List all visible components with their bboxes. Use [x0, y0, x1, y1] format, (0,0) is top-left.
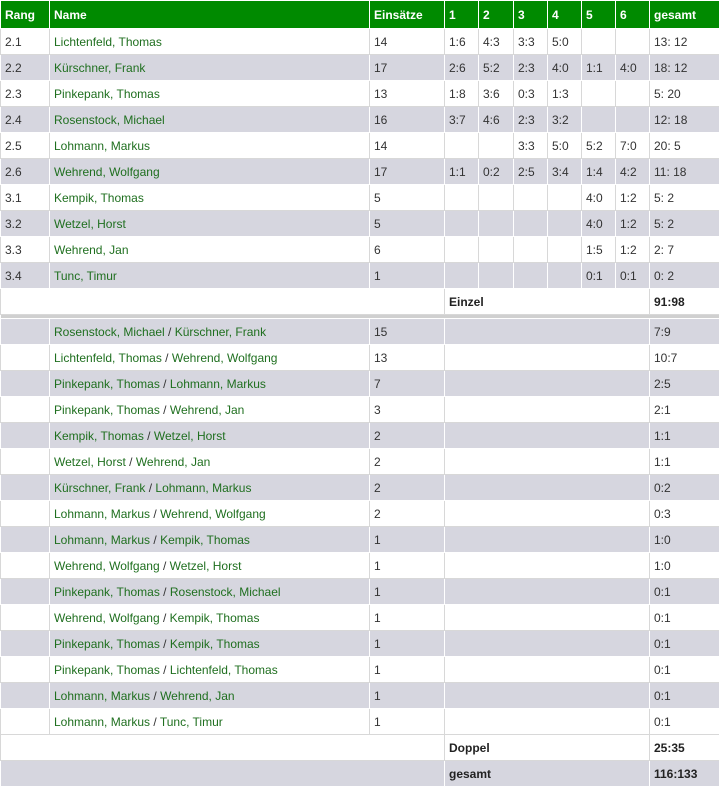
gesamt-cell: 0:1 [650, 631, 719, 657]
einsaetze-cell: 3 [370, 397, 445, 423]
doppel-row [1, 475, 719, 501]
player-name-link[interactable]: Wetzel, Horst [50, 211, 370, 237]
doppel-pair-cell [50, 553, 370, 579]
doppel-row [1, 397, 719, 423]
game-score-span [445, 527, 650, 553]
einsaetze-cell: 1 [370, 657, 445, 683]
einsaetze-cell: 1 [370, 631, 445, 657]
game-score-cell: 0:1 [616, 263, 650, 289]
game-score-cell: 1:6 [445, 29, 479, 55]
player-name-link[interactable]: Tunc, Timur [159, 714, 223, 729]
col-header-name: Name [50, 1, 370, 29]
table-header-row [1, 1, 719, 29]
summary-spacer [1, 289, 445, 315]
einsaetze-cell: 17 [370, 55, 445, 81]
game-score-span [445, 423, 650, 449]
player-name-link[interactable]: Lichtenfeld, Thomas [54, 350, 162, 365]
player-name-link[interactable]: Lichtenfeld, Thomas [169, 662, 278, 677]
einsaetze-cell: 1 [370, 527, 445, 553]
gesamt-cell: 12: 18 [650, 107, 719, 133]
player-name-link[interactable]: Wehrend, Wolfgang [54, 610, 160, 625]
einsaetze-cell: 14 [370, 29, 445, 55]
doppel-row [1, 319, 719, 345]
einsaetze-cell: 2 [370, 449, 445, 475]
doppel-pair-cell [50, 449, 370, 475]
rang-cell [1, 475, 50, 501]
einsaetze-cell: 16 [370, 107, 445, 133]
rang-cell [1, 501, 50, 527]
doppel-row [1, 709, 719, 735]
einzel-row [1, 237, 719, 263]
doppel-pair-cell [50, 631, 370, 657]
game-score-cell: 3:2 [548, 107, 582, 133]
game-score-cell: 1:2 [616, 185, 650, 211]
total-summary-value: 116:133 [650, 761, 719, 787]
pair-separator: / [161, 350, 172, 365]
game-score-cell: 3:6 [479, 81, 514, 107]
pair-separator: / [150, 532, 161, 547]
einzel-row [1, 159, 719, 185]
player-name-link[interactable]: Kempik, Thomas [169, 636, 260, 651]
game-score-cell [548, 185, 582, 211]
game-score-cell [445, 211, 479, 237]
game-score-cell [514, 185, 548, 211]
doppel-pair-cell [50, 501, 370, 527]
einzel-summary-row [1, 289, 719, 315]
player-name-link[interactable]: Lohmann, Markus [155, 480, 252, 495]
game-score-cell: 5:0 [548, 29, 582, 55]
gesamt-cell: 10:7 [650, 345, 719, 371]
game-score-span [445, 631, 650, 657]
game-score-cell: 1:3 [548, 81, 582, 107]
game-score-cell: 1:1 [445, 159, 479, 185]
doppel-pair-cell [50, 345, 370, 371]
pair-separator: / [164, 324, 175, 339]
game-score-cell [479, 263, 514, 289]
game-score-cell: 3:3 [514, 29, 548, 55]
einzel-row [1, 133, 719, 159]
doppel-pair-cell [50, 475, 370, 501]
einsaetze-cell: 17 [370, 159, 445, 185]
doppel-row [1, 605, 719, 631]
pair-separator: / [159, 376, 170, 391]
player-name-link[interactable]: Kürschner, Frank [50, 55, 370, 81]
game-score-cell: 1:1 [582, 55, 616, 81]
rang-cell [1, 423, 50, 449]
doppel-row [1, 631, 719, 657]
doppel-pair-cell [50, 709, 370, 735]
gesamt-cell: 2:5 [650, 371, 719, 397]
einzel-row [1, 81, 719, 107]
col-header-rang: Rang [1, 1, 50, 29]
gesamt-cell: 0:1 [650, 579, 719, 605]
einzel-row [1, 55, 719, 81]
player-name-link[interactable]: Rosenstock, Michael [54, 324, 165, 339]
game-score-cell [514, 211, 548, 237]
player-name-link[interactable]: Tunc, Timur [50, 263, 370, 289]
einsaetze-cell: 6 [370, 237, 445, 263]
game-score-cell [616, 29, 650, 55]
gesamt-cell: 1:1 [650, 423, 719, 449]
doppel-pair-cell [50, 319, 370, 345]
einsaetze-cell: 13 [370, 81, 445, 107]
einsaetze-cell: 1 [370, 553, 445, 579]
game-score-cell: 0:3 [514, 81, 548, 107]
game-score-cell: 4:0 [582, 185, 616, 211]
doppel-row [1, 657, 719, 683]
rang-cell: 3.4 [1, 263, 50, 289]
rang-cell [1, 709, 50, 735]
game-score-cell [616, 81, 650, 107]
col-header-gesamt: gesamt [650, 1, 719, 29]
rang-cell: 2.2 [1, 55, 50, 81]
game-score-cell: 3:4 [548, 159, 582, 185]
game-score-cell: 1:5 [582, 237, 616, 263]
rang-cell [1, 631, 50, 657]
player-name-link[interactable]: Pinkepank, Thomas [50, 81, 370, 107]
einzel-summary-section [1, 289, 719, 319]
game-score-span [445, 657, 650, 683]
gesamt-cell: 5: 2 [650, 211, 719, 237]
game-score-span [445, 605, 650, 631]
doppel-row [1, 449, 719, 475]
rang-cell [1, 605, 50, 631]
einzel-row [1, 263, 719, 289]
gesamt-cell: 0:1 [650, 709, 719, 735]
game-score-cell: 5:2 [582, 133, 616, 159]
einsaetze-cell: 2 [370, 501, 445, 527]
doppel-row [1, 501, 719, 527]
game-score-cell: 4:3 [479, 29, 514, 55]
player-name-link[interactable]: Wehrend, Wolfgang [171, 350, 278, 365]
game-score-span [445, 475, 650, 501]
game-score-cell: 1:8 [445, 81, 479, 107]
player-name-link[interactable]: Kempik, Thomas [169, 610, 260, 625]
pair-separator: / [150, 714, 160, 729]
game-score-cell: 7:0 [616, 133, 650, 159]
gesamt-cell: 2: 7 [650, 237, 719, 263]
game-score-cell [582, 29, 616, 55]
pair-separator: / [159, 610, 170, 625]
gesamt-cell: 1:0 [650, 553, 719, 579]
summary-spacer [1, 735, 445, 761]
game-score-cell [582, 107, 616, 133]
game-score-cell [514, 237, 548, 263]
doppel-pair-cell [50, 605, 370, 631]
doppel-summary-value: 25:35 [650, 735, 719, 761]
gesamt-cell: 2:1 [650, 397, 719, 423]
player-name-link[interactable]: Wetzel, Horst [54, 454, 126, 469]
doppel-pair-cell [50, 683, 370, 709]
player-name-link[interactable]: Lohmann, Markus [54, 714, 151, 729]
gesamt-cell: 1:1 [650, 449, 719, 475]
game-score-span [445, 397, 650, 423]
einsaetze-cell: 1 [370, 709, 445, 735]
rang-cell [1, 579, 50, 605]
einsaetze-cell: 15 [370, 319, 445, 345]
player-name-link[interactable]: Wetzel, Horst [169, 558, 242, 573]
player-name-link[interactable]: Lohmann, Markus [50, 133, 370, 159]
gesamt-cell: 0:1 [650, 657, 719, 683]
player-name-link[interactable]: Wehrend, Wolfgang [54, 558, 160, 573]
einzel-row [1, 185, 719, 211]
game-score-cell: 5:0 [548, 133, 582, 159]
player-name-link[interactable]: Pinkepank, Thomas [54, 636, 160, 651]
summary-spacer [1, 761, 445, 787]
doppel-pair-cell [50, 579, 370, 605]
game-score-cell [548, 237, 582, 263]
einzel-section [1, 29, 719, 289]
player-name-link[interactable]: Pinkepank, Thomas [54, 376, 160, 391]
player-name-link[interactable]: Pinkepank, Thomas [54, 662, 160, 677]
game-score-cell: 4:0 [616, 55, 650, 81]
player-name-link[interactable]: Lichtenfeld, Thomas [50, 29, 370, 55]
rang-cell [1, 657, 50, 683]
game-score-cell [445, 185, 479, 211]
player-name-link[interactable]: Pinkepank, Thomas [54, 584, 160, 599]
pair-separator: / [159, 558, 170, 573]
einsaetze-cell: 2 [370, 423, 445, 449]
player-name-link[interactable]: Lohmann, Markus [54, 688, 151, 703]
pair-separator: / [159, 402, 170, 417]
doppel-row [1, 527, 719, 553]
rang-cell [1, 449, 50, 475]
rang-cell [1, 553, 50, 579]
game-score-cell: 1:2 [616, 211, 650, 237]
player-name-link[interactable]: Lohmann, Markus [169, 376, 266, 391]
doppel-pair-cell [50, 657, 370, 683]
rang-cell [1, 345, 50, 371]
doppel-row [1, 423, 719, 449]
gesamt-cell: 20: 5 [650, 133, 719, 159]
rang-cell: 2.6 [1, 159, 50, 185]
doppel-row [1, 579, 719, 605]
einsaetze-cell: 1 [370, 263, 445, 289]
rang-cell [1, 683, 50, 709]
einzel-row [1, 211, 719, 237]
game-score-cell [445, 263, 479, 289]
game-score-cell [548, 211, 582, 237]
player-name-link[interactable]: Kürschner, Frank [54, 480, 146, 495]
einsaetze-cell: 7 [370, 371, 445, 397]
total-summary-row [1, 761, 719, 787]
einsaetze-cell: 13 [370, 345, 445, 371]
gesamt-cell: 7:9 [650, 319, 719, 345]
game-score-cell: 2:5 [514, 159, 548, 185]
game-score-span [445, 449, 650, 475]
game-score-cell: 5:2 [479, 55, 514, 81]
doppel-section [1, 319, 719, 735]
game-score-cell [616, 107, 650, 133]
rang-cell: 3.2 [1, 211, 50, 237]
rang-cell: 2.4 [1, 107, 50, 133]
col-header-game-5: 5 [582, 1, 616, 29]
game-score-span [445, 683, 650, 709]
gesamt-cell: 0:1 [650, 605, 719, 631]
doppel-row [1, 553, 719, 579]
player-name-link[interactable]: Wehrend, Jan [169, 402, 245, 417]
gesamt-cell: 0:1 [650, 683, 719, 709]
game-score-cell [479, 185, 514, 211]
rang-cell [1, 319, 50, 345]
player-name-link[interactable]: Pinkepank, Thomas [54, 402, 160, 417]
gesamt-cell: 11: 18 [650, 159, 719, 185]
gesamt-cell: 5: 20 [650, 81, 719, 107]
gesamt-cell: 18: 12 [650, 55, 719, 81]
player-name-link[interactable]: Wetzel, Horst [153, 428, 226, 443]
game-score-cell: 4:0 [582, 211, 616, 237]
game-score-cell: 3:7 [445, 107, 479, 133]
doppel-pair-cell [50, 371, 370, 397]
player-name-link[interactable]: Wehrend, Jan [160, 688, 235, 703]
col-header-einsaetze: Einsätze [370, 1, 445, 29]
total-summary-label: gesamt [445, 761, 650, 787]
game-score-cell: 3:3 [514, 133, 548, 159]
player-name-link[interactable]: Rosenstock, Michael [169, 584, 281, 599]
gesamt-cell: 1:0 [650, 527, 719, 553]
player-name-link[interactable]: Wehrend, Wolfgang [50, 159, 370, 185]
game-score-cell: 1:4 [582, 159, 616, 185]
game-score-cell [479, 133, 514, 159]
col-header-game-1: 1 [445, 1, 479, 29]
player-name-link[interactable]: Kempik, Thomas [160, 532, 250, 547]
pair-separator: / [145, 480, 156, 495]
game-score-cell [479, 211, 514, 237]
rang-cell [1, 397, 50, 423]
player-name-link[interactable]: Kempik, Thomas [50, 185, 370, 211]
rang-cell: 2.1 [1, 29, 50, 55]
game-score-span [445, 371, 650, 397]
game-score-cell: 0:1 [582, 263, 616, 289]
game-score-cell: 2:3 [514, 107, 548, 133]
rang-cell [1, 371, 50, 397]
rang-cell: 2.3 [1, 81, 50, 107]
player-name-link[interactable]: Lohmann, Markus [54, 506, 151, 521]
player-name-link[interactable]: Wehrend, Jan [135, 454, 211, 469]
col-header-game-6: 6 [616, 1, 650, 29]
player-name-link[interactable]: Wehrend, Wolfgang [160, 506, 266, 521]
rang-cell: 3.3 [1, 237, 50, 263]
game-score-span [445, 579, 650, 605]
gesamt-cell: 5: 2 [650, 185, 719, 211]
game-score-cell [514, 263, 548, 289]
einsaetze-cell: 1 [370, 605, 445, 631]
gesamt-cell: 0:2 [650, 475, 719, 501]
game-score-cell [479, 237, 514, 263]
doppel-summary-label: Doppel [445, 735, 650, 761]
player-name-link[interactable]: Wehrend, Jan [50, 237, 370, 263]
pair-separator: / [159, 636, 170, 651]
doppel-summary-row [1, 735, 719, 761]
pair-separator: / [150, 688, 161, 703]
game-score-cell: 4:6 [479, 107, 514, 133]
game-score-span [445, 501, 650, 527]
doppel-row [1, 345, 719, 371]
rang-cell: 2.5 [1, 133, 50, 159]
einsaetze-cell: 14 [370, 133, 445, 159]
game-score-cell: 4:0 [548, 55, 582, 81]
einzel-summary-label: Einzel [445, 289, 650, 315]
einzel-row [1, 107, 719, 133]
player-name-link[interactable]: Kempik, Thomas [54, 428, 144, 443]
col-header-game-2: 2 [479, 1, 514, 29]
pair-separator: / [143, 428, 154, 443]
pair-separator: / [159, 662, 170, 677]
einsaetze-cell: 1 [370, 683, 445, 709]
game-score-span [445, 553, 650, 579]
game-score-cell [548, 263, 582, 289]
rang-cell: 3.1 [1, 185, 50, 211]
doppel-pair-cell [50, 397, 370, 423]
einsaetze-cell: 5 [370, 211, 445, 237]
game-score-span [445, 345, 650, 371]
player-name-link[interactable]: Kürschner, Frank [174, 324, 267, 339]
doppel-pair-cell [50, 527, 370, 553]
einsaetze-cell: 2 [370, 475, 445, 501]
game-score-cell: 0:2 [479, 159, 514, 185]
doppel-row [1, 371, 719, 397]
doppel-row [1, 683, 719, 709]
game-score-cell: 2:6 [445, 55, 479, 81]
game-score-cell [582, 81, 616, 107]
game-score-cell: 4:2 [616, 159, 650, 185]
gesamt-cell: 13: 12 [650, 29, 719, 55]
pair-separator: / [125, 454, 136, 469]
player-name-link[interactable]: Rosenstock, Michael [50, 107, 370, 133]
gesamt-cell: 0:3 [650, 501, 719, 527]
game-score-cell [445, 237, 479, 263]
einsaetze-cell: 1 [370, 579, 445, 605]
einzel-summary-value: 91:98 [650, 289, 719, 315]
totals-section [1, 735, 719, 787]
gesamt-cell: 0: 2 [650, 263, 719, 289]
col-header-game-3: 3 [514, 1, 548, 29]
game-score-span [445, 319, 650, 345]
col-header-game-4: 4 [548, 1, 582, 29]
doppel-pair-cell [50, 423, 370, 449]
pair-separator: / [159, 584, 170, 599]
pair-separator: / [150, 506, 161, 521]
rang-cell [1, 527, 50, 553]
game-score-cell: 2:3 [514, 55, 548, 81]
game-score-span [445, 709, 650, 735]
einsaetze-cell: 5 [370, 185, 445, 211]
game-score-cell: 1:2 [616, 237, 650, 263]
einzel-row [1, 29, 719, 55]
game-score-cell [445, 133, 479, 159]
player-name-link[interactable]: Lohmann, Markus [54, 532, 151, 547]
